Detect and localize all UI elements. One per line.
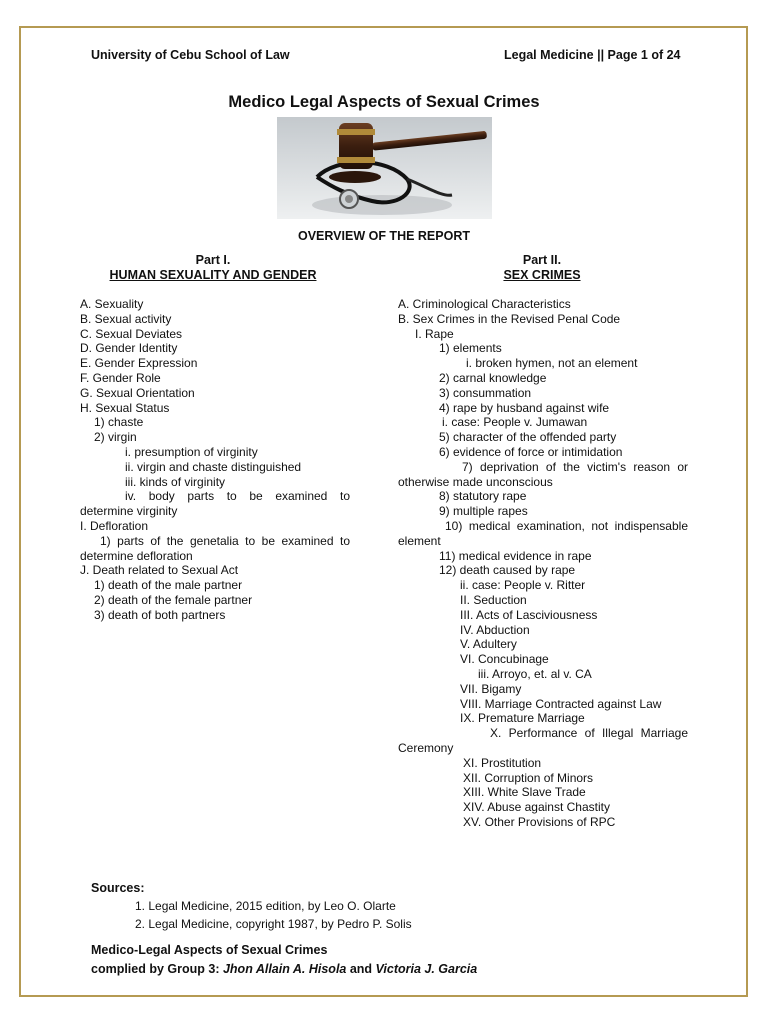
list-item: 2) carnal knowledge — [439, 370, 547, 385]
list-item: V. Adultery — [460, 637, 517, 652]
list-item: element — [398, 533, 441, 548]
list-item: 2) death of the female partner — [94, 592, 253, 607]
list-item: I. Rape — [415, 326, 454, 341]
list-item: D. Gender Identity — [80, 341, 178, 356]
list-item: i. broken hymen, not an element — [466, 356, 638, 371]
author-name: Jhon Allain A. Hisola — [222, 962, 347, 976]
list-item: 9) multiple rapes — [439, 504, 528, 519]
header-page-info: Legal Medicine || Page 1 of 24 — [504, 48, 681, 62]
part1-heading-block — [108, 253, 318, 283]
footer-authors — [91, 962, 477, 976]
list-item: 11) medical evidence in rape — [439, 548, 592, 563]
list-item: B. Sex Crimes in the Revised Penal Code — [398, 311, 621, 326]
list-item: iii. kinds of virginity — [125, 474, 226, 489]
list-item: XV. Other Provisions of RPC — [463, 814, 616, 829]
list-item: 10) medical examination, not indispensable — [445, 518, 688, 533]
list-item: 8) statutory rape — [439, 489, 527, 504]
author-name: Victoria J. Garcia — [375, 962, 478, 976]
list-item: 1) elements — [439, 341, 502, 356]
list-item: 3) death of both partners — [94, 607, 226, 622]
part2-heading: Part II. — [522, 253, 562, 267]
list-item: determine defloration — [80, 548, 193, 563]
list-item: determine virginity — [80, 504, 178, 519]
list-item: Ceremony — [398, 740, 454, 755]
list-item: J. Death related to Sexual Act — [80, 563, 239, 578]
list-item: XIII. White Slave Trade — [463, 785, 586, 800]
list-item: 1) parts of the genetalia to be examined to — [100, 533, 350, 548]
list-item: XIV. Abuse against Chastity — [463, 800, 610, 815]
list-item: IV. Abduction — [460, 622, 530, 637]
sources-label: Sources: — [91, 881, 145, 895]
footer-prefix: complied by Group 3: — [91, 962, 223, 976]
source-item: 2. Legal Medicine, copyright 1987, by Pedro P. Solis — [135, 917, 412, 931]
document-title: Medico Legal Aspects of Sexual Crimes — [228, 93, 540, 111]
list-item: A. Criminological Characteristics — [398, 297, 571, 311]
list-item: iv. body parts to be examined to — [125, 489, 350, 504]
list-item: 1) death of the male partner — [94, 578, 243, 593]
list-item: i. case: People v. Jumawan — [442, 415, 588, 430]
list-item: A. Sexuality — [80, 297, 144, 311]
list-item: VII. Bigamy — [460, 681, 522, 696]
list-item: I. Defloration — [80, 518, 149, 533]
list-item: 12) death caused by rape — [439, 563, 576, 578]
part1-heading: Part I. — [195, 253, 231, 267]
part2-outline — [398, 297, 688, 830]
list-item: VIII. Marriage Contracted against Law — [460, 696, 662, 711]
list-item: E. Gender Expression — [80, 356, 198, 371]
part2-heading-block — [480, 253, 604, 283]
list-item: 6) evidence of force or intimidation — [439, 444, 623, 459]
footer-and: and — [346, 962, 376, 976]
source-item: 1. Legal Medicine, 2015 edition, by Leo O. Olarte — [135, 899, 396, 913]
part2-subheading: SEX CRIMES — [503, 268, 581, 282]
list-item: III. Acts of Lasciviousness — [460, 607, 598, 622]
list-item: II. Seduction — [460, 592, 527, 607]
footer-title: Medico-Legal Aspects of Sexual Crimes — [91, 943, 328, 957]
gavel-stethoscope-icon — [277, 117, 492, 219]
list-item: 7) deprivation of the victim's reason or — [462, 459, 688, 474]
list-item: otherwise made unconscious — [398, 474, 553, 489]
list-item: 2) virgin — [94, 430, 137, 445]
list-item: i. presumption of virginity — [125, 444, 258, 459]
list-item: ii. virgin and chaste distinguished — [125, 459, 302, 474]
list-item: 4) rape by husband against wife — [439, 400, 610, 415]
list-item: 1) chaste — [94, 415, 144, 430]
overview-heading: OVERVIEW OF THE REPORT — [297, 229, 470, 243]
list-item: iii. Arroyo, et. al v. CA — [478, 666, 592, 681]
list-item: C. Sexual Deviates — [80, 326, 183, 341]
list-item: F. Gender Role — [80, 370, 161, 385]
list-item: VI. Concubinage — [460, 652, 549, 667]
list-item: G. Sexual Orientation — [80, 385, 195, 400]
list-item: IX. Premature Marriage — [460, 711, 585, 726]
list-item: ii. case: People v. Ritter — [460, 578, 586, 593]
list-item: X. Performance of Illegal Marriage — [490, 726, 688, 741]
list-item: 5) character of the offended party — [439, 430, 617, 445]
list-item: B. Sexual activity — [80, 311, 172, 326]
part1-subheading: HUMAN SEXUALITY AND GENDER — [109, 268, 317, 282]
header-school: University of Cebu School of Law — [91, 48, 290, 62]
gavel-stethoscope-image — [277, 117, 492, 219]
list-item: H. Sexual Status — [80, 400, 170, 415]
list-item: XI. Prostitution — [463, 755, 542, 770]
list-item: XII. Corruption of Minors — [463, 770, 594, 785]
part1-outline — [80, 297, 350, 623]
list-item: 3) consummation — [439, 385, 532, 400]
